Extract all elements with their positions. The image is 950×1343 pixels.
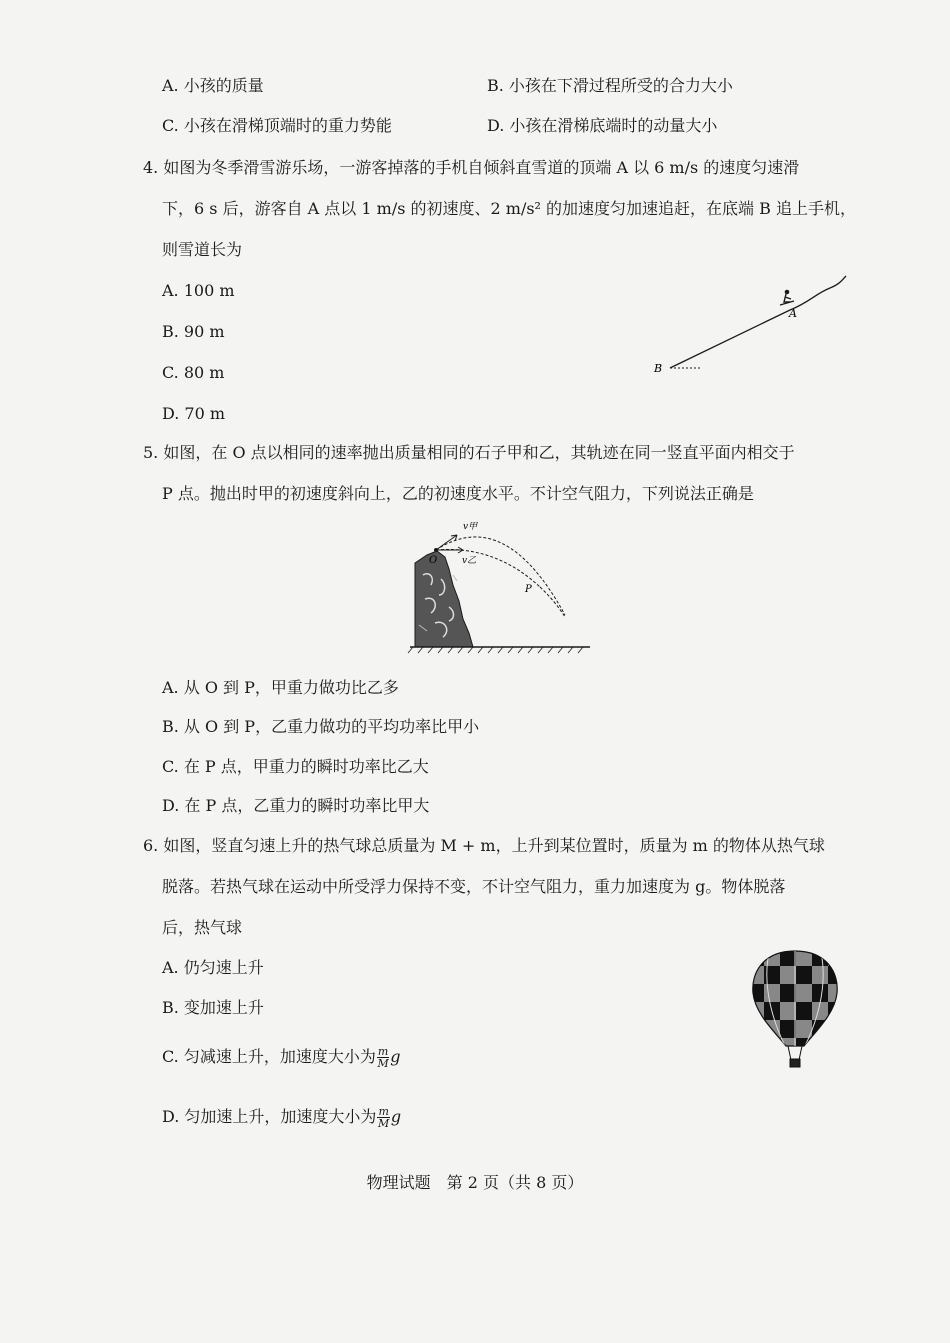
q6-option-a: A. 仍匀速上升 [162,958,264,977]
q4-option-b: B. 90 m [162,322,225,341]
q4-option-d: D. 70 m [162,404,226,423]
skier-icon [780,290,794,305]
v-yi-label: v乙 [462,556,477,566]
q6-option-b: B. 变加速上升 [162,998,264,1017]
q3-option-a: A. 小孩的质量 [162,76,264,95]
q5-option-a: A. 从 O 到 P，甲重力做功比乙多 [162,678,399,697]
fraction-m-over-m: $\frac{m}{M}$ [378,1105,390,1130]
point-o-label: O [429,555,438,566]
q5-stem-line2: P 点。抛出时甲的初速度斜向上，乙的初速度水平。不计空气阻力，下列说法正确是 [162,484,754,503]
q4-stem-line2: 下，6 s 后，游客自 A 点以 1 m/s 的初速度、2 m/s² 的加速度匀加速追赶，在底端 B 追上手机， [162,199,856,218]
q5-stem-line1: 5. 如图，在 O 点以相同的速率抛出质量相同的石子甲和乙，其轨迹在同一竖直平面内相交于 [143,443,795,462]
q5-option-c: C. 在 P 点，甲重力的瞬时功率比乙大 [162,757,429,776]
q4-option-a: A. 100 m [162,281,235,300]
ski-slope-figure [640,272,850,382]
point-b-label: B [654,362,663,375]
projectile-figure [405,515,595,660]
q6-option-c: C. 匀减速上升，加速度大小为 $\frac{m}{M}$ g [162,1045,401,1070]
q5-option-b: B. 从 O 到 P，乙重力做功的平均功率比甲小 [162,717,480,736]
hot-air-balloon-icon [748,948,843,1073]
q6-option-d-text: D. 匀加速上升，加速度大小为 [162,1107,377,1126]
v-jia-label: v甲 [463,522,478,532]
q5-option-d: D. 在 P 点，乙重力的瞬时功率比甲大 [162,796,430,815]
page-footer: 物理试题 第 2 页（共 8 页） [366,1173,584,1192]
q4-option-c: C. 80 m [162,363,225,382]
point-a-label: A [789,307,797,320]
q3-option-c: C. 小孩在滑梯顶端时的重力势能 [162,116,392,135]
q6-stem-line1: 6. 如图，竖直匀速上升的热气球总质量为 M + m，上升到某位置时，质量为 m 的物体从热气球 [143,836,825,855]
fraction-m-over-m: $\frac{m}{M}$ [377,1045,389,1070]
q6-option-c-text: C. 匀减速上升，加速度大小为 [162,1047,376,1066]
point-p-label: P [525,584,532,595]
q3-option-b: B. 小孩在下滑过程所受的合力大小 [487,76,733,95]
q6-stem-line3: 后，热气球 [162,918,243,937]
q3-option-d: D. 小孩在滑梯底端时的动量大小 [487,116,718,135]
q4-stem-line3: 则雪道长为 [162,240,243,259]
q6-stem-line2: 脱落。若热气球在运动中所受浮力保持不变，不计空气阻力，重力加速度为 g。物体脱落 [162,877,786,896]
q6-option-d: D. 匀加速上升，加速度大小为 $\frac{m}{M}$ g [162,1105,402,1130]
q4-stem-line1: 4. 如图为冬季滑雪游乐场，一游客掉落的手机自倾斜直雪道的顶端 A 以 6 m/s 的速度匀速滑 [143,158,800,177]
